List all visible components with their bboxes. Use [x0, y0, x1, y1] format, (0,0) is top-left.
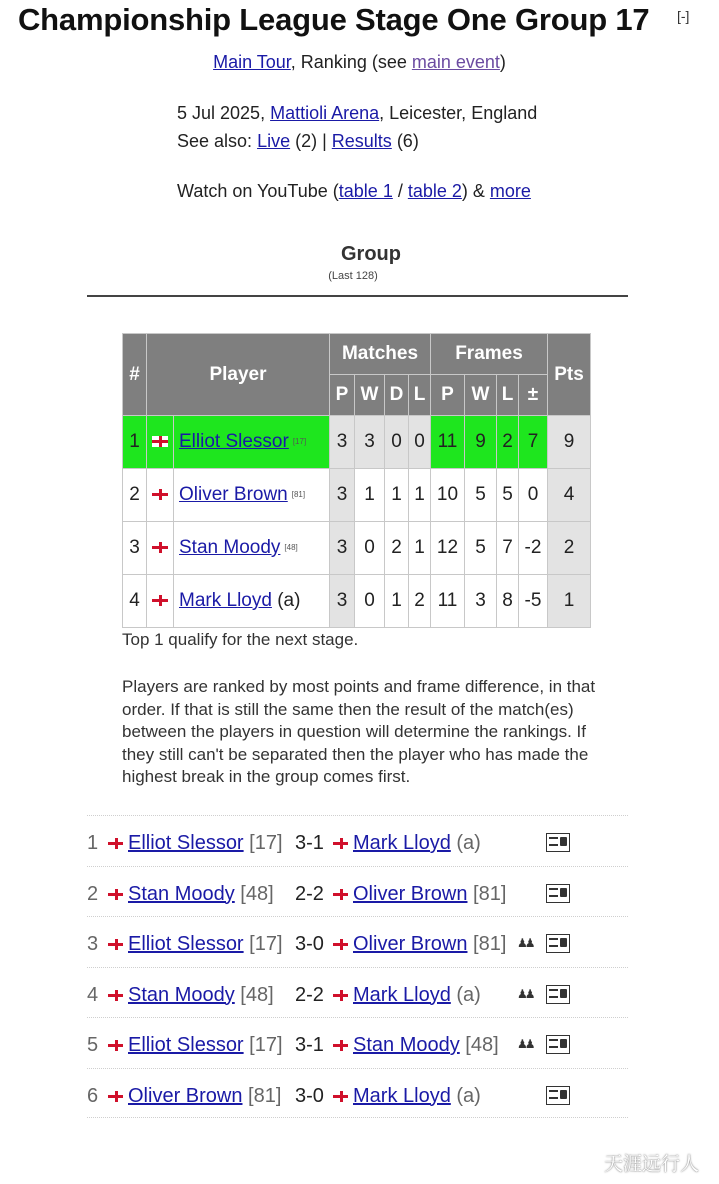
england-flag-icon: [333, 990, 348, 1001]
rank-cell: 1: [123, 416, 147, 469]
ml-cell: 1: [409, 469, 431, 522]
player-2-link[interactable]: Mark Lloyd: [353, 1084, 451, 1107]
collapse-toggle[interactable]: [-]: [677, 8, 690, 24]
player-2-seed: (a): [456, 1084, 481, 1107]
player-1-seed: [17]: [249, 832, 283, 854]
player-1-seed: [48]: [240, 882, 274, 905]
match-score: 3-0: [295, 1084, 324, 1107]
result-row: [87, 866, 628, 917]
flag-cell: [147, 522, 174, 575]
result-row: [87, 1017, 628, 1068]
pts-cell: 4: [548, 469, 591, 522]
fw-cell: 9: [465, 416, 497, 469]
player-link[interactable]: Elliot Slessor: [179, 431, 289, 452]
player-1: [108, 1085, 281, 1108]
fl-cell: 2: [497, 416, 519, 469]
fp-cell: 12: [431, 522, 465, 575]
see-also-label: See also:: [177, 131, 258, 151]
event-date: 5 Jul 2025,: [177, 103, 271, 123]
ml-cell: 0: [409, 416, 431, 469]
mp-cell: 3: [330, 575, 355, 628]
results-count: (6): [391, 131, 419, 151]
fw-cell: 5: [465, 469, 497, 522]
england-flag-icon: [152, 436, 168, 447]
head-to-head-icon[interactable]: ♟♟: [517, 1037, 533, 1051]
england-flag-icon: [108, 838, 123, 849]
watermark: 天涯远行人: [604, 1154, 700, 1175]
ranking-prefix: , Ranking (see: [290, 52, 412, 72]
table-2-link[interactable]: table 2: [407, 181, 462, 201]
player-1: [108, 933, 283, 956]
result-row: [87, 967, 628, 1018]
player-2-seed: [81]: [473, 882, 507, 905]
results-link[interactable]: Results: [331, 131, 392, 151]
qualify-note: Top 1 qualify for the next stage.: [122, 630, 359, 649]
fw-cell: 5: [465, 522, 497, 575]
pts-cell: 9: [548, 416, 591, 469]
england-flag-icon: [152, 595, 168, 606]
table-1-link[interactable]: table 1: [338, 181, 393, 201]
player-2-link[interactable]: Oliver Brown: [353, 882, 468, 905]
player-seed: [81]: [291, 490, 306, 500]
match-score: 3-0: [295, 933, 324, 955]
match-number: 3: [87, 933, 99, 955]
col-pts: Pts: [548, 334, 591, 416]
player-1-link[interactable]: Stan Moody: [128, 882, 235, 905]
head-to-head-icon[interactable]: ♟♟: [517, 986, 533, 1001]
col-rank: #: [123, 334, 147, 416]
col-fl: L: [497, 375, 519, 416]
match-score: 3-1: [295, 1034, 324, 1056]
main-tour-link[interactable]: Main Tour: [213, 52, 291, 72]
player-1-link[interactable]: Elliot Slessor: [128, 832, 244, 854]
group-subheading: (Last 128): [328, 270, 378, 282]
frame-scores-icon[interactable]: [546, 985, 570, 1004]
player-2-seed: (a): [456, 983, 481, 1006]
match-number: 2: [87, 882, 99, 905]
player-link[interactable]: Stan Moody: [179, 537, 281, 558]
youtube-links: [177, 181, 531, 202]
rank-cell: 2: [123, 469, 147, 522]
rank-cell: 3: [123, 522, 147, 575]
fp-cell: 11: [431, 575, 465, 628]
standings-row: [123, 575, 591, 628]
player-2-seed: (a): [456, 832, 481, 854]
frame-scores-icon[interactable]: [546, 1086, 570, 1105]
england-flag-icon: [333, 838, 348, 849]
player-link[interactable]: Mark Lloyd: [179, 590, 272, 611]
match-number: 4: [87, 983, 99, 1006]
match-number: 1: [87, 832, 99, 854]
player-2-link[interactable]: Oliver Brown: [353, 933, 468, 955]
player-2: [333, 984, 481, 1007]
player-cell: [174, 416, 330, 469]
fl-cell: 8: [497, 575, 519, 628]
col-player: Player: [147, 334, 330, 416]
player-2-link[interactable]: Stan Moody: [353, 1034, 460, 1056]
pts-cell: 2: [548, 522, 591, 575]
result-row: [87, 815, 628, 866]
player-seed: (a): [277, 590, 301, 611]
col-frames: Frames: [431, 334, 548, 375]
watch-sep: /: [392, 181, 408, 201]
mw-cell: 0: [355, 575, 385, 628]
standings-table: [122, 333, 591, 628]
match-score: 3-1: [295, 832, 324, 854]
frame-scores-icon[interactable]: [546, 934, 570, 953]
player-2-seed: [48]: [465, 1034, 499, 1056]
mw-cell: 1: [355, 469, 385, 522]
fp-cell: 10: [431, 469, 465, 522]
fl-cell: 5: [497, 469, 519, 522]
group-heading: Group: [341, 243, 401, 265]
player-2-seed: [81]: [473, 933, 507, 955]
player-1-link[interactable]: Stan Moody: [128, 983, 235, 1006]
md-cell: 1: [385, 469, 409, 522]
event-location: , Leicester, England: [379, 103, 538, 123]
flag-cell: [147, 575, 174, 628]
england-flag-icon: [152, 542, 168, 553]
england-flag-icon: [108, 990, 123, 1001]
england-flag-icon: [108, 1091, 123, 1102]
england-flag-icon: [333, 889, 348, 900]
col-md: D: [385, 375, 409, 416]
live-link[interactable]: Live: [257, 131, 291, 151]
frame-scores-icon[interactable]: [546, 884, 570, 903]
england-flag-icon: [333, 1091, 348, 1102]
england-flag-icon: [108, 939, 123, 950]
standings-row: [123, 522, 591, 575]
col-fd: ±: [519, 375, 548, 416]
result-row: [87, 1068, 628, 1119]
player-1-link[interactable]: Oliver Brown: [128, 1084, 243, 1107]
main-event-link[interactable]: main event: [411, 52, 500, 72]
player-2: [333, 1034, 499, 1057]
md-cell: 2: [385, 522, 409, 575]
rank-cell: 4: [123, 575, 147, 628]
fd-cell: 7: [519, 416, 548, 469]
md-cell: 0: [385, 416, 409, 469]
player-1-seed: [81]: [248, 1084, 282, 1107]
england-flag-icon: [152, 489, 168, 500]
fp-cell: 11: [431, 416, 465, 469]
pts-cell: 1: [548, 575, 591, 628]
player-2: [333, 1085, 481, 1108]
ml-cell: 2: [409, 575, 431, 628]
england-flag-icon: [333, 1040, 348, 1051]
page-title: Championship League Stage One Group 17: [18, 2, 650, 37]
md-cell: 1: [385, 575, 409, 628]
player-2: [333, 832, 481, 855]
player-1-seed: [17]: [249, 1034, 283, 1056]
mp-cell: 3: [330, 416, 355, 469]
mw-cell: 3: [355, 416, 385, 469]
player-1: [108, 883, 274, 906]
results-list: [87, 815, 628, 1118]
player-2: [333, 883, 506, 906]
see-also-line: [177, 127, 537, 155]
player-1-seed: [17]: [249, 933, 283, 955]
player-seed: [17]: [292, 437, 307, 447]
section-divider: [87, 295, 628, 297]
fd-cell: -5: [519, 575, 548, 628]
england-flag-icon: [108, 1040, 123, 1051]
england-flag-icon: [108, 889, 123, 900]
player-1: [108, 984, 274, 1007]
player-cell: [174, 522, 330, 575]
mp-cell: 3: [330, 469, 355, 522]
col-mp: P: [330, 375, 355, 416]
venue-link[interactable]: Mattioli Arena: [270, 103, 380, 123]
ranking-suffix: ): [499, 52, 506, 72]
col-mw: W: [355, 375, 385, 416]
date-venue-line: [177, 99, 537, 127]
player-link[interactable]: Oliver Brown: [179, 484, 288, 505]
mw-cell: 0: [355, 522, 385, 575]
col-ml: L: [409, 375, 431, 416]
player-1: [108, 832, 283, 855]
watch-mid: ) &: [461, 181, 490, 201]
fd-cell: -2: [519, 522, 548, 575]
player-1-link[interactable]: Elliot Slessor: [128, 1034, 244, 1056]
fw-cell: 3: [465, 575, 497, 628]
watch-prefix: Watch on YouTube (: [177, 181, 339, 201]
more-link[interactable]: more: [489, 181, 531, 201]
standings-row: [123, 469, 591, 522]
mp-cell: 3: [330, 522, 355, 575]
player-cell: [174, 469, 330, 522]
frame-scores-icon[interactable]: [546, 833, 570, 852]
player-2-link[interactable]: Mark Lloyd: [353, 832, 451, 854]
match-score: 2-2: [295, 983, 324, 1006]
player-1-seed: [48]: [240, 983, 274, 1006]
head-to-head-icon[interactable]: ♟♟: [517, 936, 533, 950]
frame-scores-icon[interactable]: [546, 1035, 570, 1054]
ranking-rules-note: Players are ranked by most points and frame difference, in that order. If that is still the same then the result of the match(es) between the players in question will determine the rankings. If they still can't be separated then the player who has made the highest break in the group comes first.: [122, 677, 596, 786]
event-info: [177, 99, 537, 155]
flag-cell: [147, 469, 174, 522]
match-number: 5: [87, 1034, 99, 1056]
live-count: (2) |: [290, 131, 332, 151]
fd-cell: 0: [519, 469, 548, 522]
player-1-link[interactable]: Elliot Slessor: [128, 933, 244, 955]
player-1: [108, 1034, 283, 1057]
col-fw: W: [465, 375, 497, 416]
flag-cell: [147, 416, 174, 469]
player-seed: [48]: [284, 543, 298, 553]
player-2-link[interactable]: Mark Lloyd: [353, 983, 451, 1006]
match-score: 2-2: [295, 882, 324, 905]
england-flag-icon: [333, 939, 348, 950]
subnav: [0, 52, 719, 73]
player-2: [333, 933, 506, 956]
standings-row: [123, 416, 591, 469]
player-cell: [174, 575, 330, 628]
result-row: [87, 916, 628, 967]
ml-cell: 1: [409, 522, 431, 575]
match-number: 6: [87, 1084, 99, 1107]
col-matches: Matches: [330, 334, 431, 375]
fl-cell: 7: [497, 522, 519, 575]
col-fp: P: [431, 375, 465, 416]
